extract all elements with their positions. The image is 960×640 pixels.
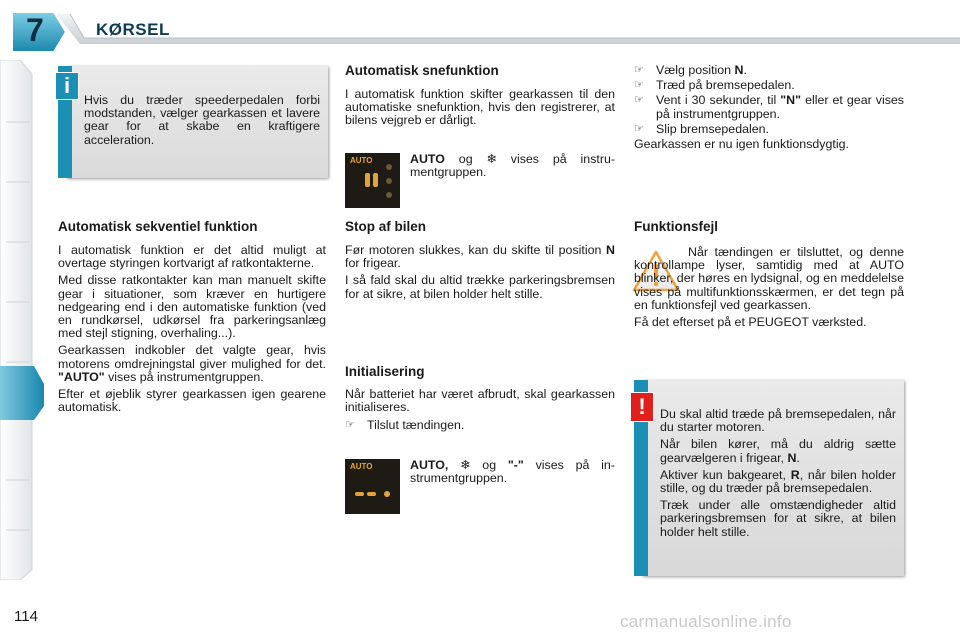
page-number: 114 — [14, 608, 38, 625]
fejl-p2: Få det efterset på et PEUGEOT værksted. — [634, 315, 867, 330]
chapter-tab-strip — [0, 60, 46, 580]
sne-display-rest: og ❄ vises på instrumentgruppen. — [410, 152, 615, 180]
heading-stop: Stop af bilen — [345, 219, 426, 234]
warning-body — [660, 408, 896, 539]
dash-indicator-icon — [345, 459, 400, 514]
pointer-icon: ☞ — [634, 122, 644, 135]
heading-initialisering: Initialisering — [345, 364, 425, 379]
warn-p3 — [660, 469, 896, 495]
col1-p1: I automatisk funktion er det altid muligt at overtage styringen kortvarigt af ratkontakterne. — [58, 243, 326, 271]
display-init-auto-label: AUTO — [350, 462, 373, 471]
stop-p1-pre: Før motoren slukkes, kan du skifte til position — [345, 243, 602, 257]
step-2-text: Træd på bremsepedalen. — [656, 78, 795, 93]
stop-p1-bold: N — [606, 243, 615, 257]
pointer-icon: ☞ — [634, 64, 644, 76]
init-bullet-text: Tilslut tændingen. — [367, 418, 465, 432]
warn-p3-post: , når bilen holder stille, og du træder på bremsepedalen. — [660, 467, 896, 496]
watermark: carmanualsonline.info — [620, 612, 792, 631]
page-title: KØRSEL — [96, 20, 170, 39]
heading-funktionsfejl: Funktionsfejl — [634, 219, 718, 234]
warn-p2-bold: N — [787, 450, 797, 465]
info-text: Hvis du træder speederpedalen forbi modstanden, vælger gearkassen et lavere gear for at skabe en kraftigere acceleration. — [84, 93, 320, 147]
step-1 — [634, 64, 904, 77]
col1-p3-bold: "AUTO" — [58, 369, 105, 384]
info-icon: i — [55, 72, 79, 100]
col3-steps — [634, 64, 904, 151]
warn-p2-pre: Når bilen kører, må du aldrig sætte gearvælgeren i frigear, — [660, 437, 896, 465]
heading-snefunktion: Automatisk snefunktion — [345, 63, 499, 78]
display-snow-thumbnail — [345, 153, 400, 208]
init-display-bold: AUTO, — [410, 458, 449, 472]
col1-p4: Efter et øjeblik styrer gearkassen igen gearene automatisk. — [58, 387, 326, 415]
step-3 — [634, 94, 904, 120]
stop-p1 — [345, 244, 615, 270]
exclamation-icon: ! — [630, 392, 654, 422]
step-2 — [634, 79, 904, 92]
init-display-text — [410, 459, 615, 485]
step-4-text: Slip bremsepedalen. — [656, 121, 769, 136]
pointer-icon: ☞ — [634, 94, 644, 107]
display-auto-label: AUTO — [350, 156, 373, 165]
pointer-icon: ☞ — [345, 419, 355, 431]
sne-display-bold: AUTO — [410, 152, 445, 166]
step-3-post: eller et gear vises på instrumentgruppen. — [656, 93, 904, 121]
fejl-p1: Når tændingen er tilsluttet, og denne kontrollampe lyser, samtidig med at AUTO blinker, der høres en lydsignal, og en meddelelse vises på multifunktionsskærmen, er det tegn på en funktionsfejl ved gearkassen. — [634, 245, 904, 312]
stop-p2: I så fald skal du altid trække parkeringsbremsen for at sikre, at bilen holder helt stille. — [345, 273, 615, 301]
col1-p3-post: vises på instrumentgruppen. — [108, 369, 264, 384]
warn-p3-bold: R — [790, 467, 800, 482]
sne-display-text — [410, 153, 615, 179]
step-4 — [634, 123, 904, 136]
step-1-bold: N — [734, 63, 744, 77]
col1-p3 — [58, 344, 326, 384]
gear-indicator-icon — [345, 153, 400, 208]
warn-p1: Du skal altid træde på bremsepedalen, når du starter motoren. — [660, 407, 896, 435]
warn-p3-pre: Aktiver kun bakgearet, — [660, 467, 786, 482]
col1-p3-pre: Gearkassen indkobler det valgte gear, hvis motorens omdrejningstal giver mulighed for det. — [58, 343, 326, 371]
steps-done: Gearkassen er nu igen funktionsdygtig. — [634, 137, 849, 152]
step-3-bold: "N" — [780, 93, 801, 108]
step-1-post: . — [743, 63, 747, 77]
step-3-pre: Vent i 30 sekunder, til — [656, 93, 777, 108]
sne-text: I automatisk funktion skifter gearkassen til den automatiske snefunktion, hvis den registrerer, at bilens vejgreb er dårligt. — [345, 87, 615, 128]
chapter-badge — [10, 8, 68, 56]
heading-sekventiel: Automatisk sekventiel funktion — [58, 219, 258, 234]
stop-body — [345, 244, 615, 301]
init-display-mid: ❄ og — [460, 458, 497, 472]
header-band — [56, 14, 960, 48]
col1-p2: Med disse ratkontakter kan man manuelt skifte gear i situationer, som kræver en hurtigere nedgearing end i den automatiske funktion (ved en rundkørsel, udkørsel fra parkeringsanlæg med stejl stigning, overhaling...). — [58, 273, 326, 341]
stop-p1-post: for frigear. — [345, 256, 401, 271]
warn-p2 — [660, 438, 896, 464]
init-bullet — [345, 419, 615, 432]
pointer-icon: ☞ — [634, 79, 644, 92]
step-1-pre: Vælg position — [656, 63, 732, 77]
warn-p4: Træk under alle omstændigheder altid parkeringsbremsen for at sikre, at bilen holder helt stille. — [660, 498, 896, 539]
col1-body — [58, 244, 326, 414]
init-display-post: vises på instrumentgruppen. — [410, 458, 615, 486]
fejl-body — [634, 246, 904, 329]
init-text: Når batteriet har været afbrudt, skal gearkassen initialiseres. — [345, 387, 615, 415]
init-display-bold2: "-" — [507, 458, 524, 472]
display-init-thumbnail — [345, 459, 400, 514]
warn-p2-post: . — [796, 450, 800, 465]
chapter-number: 7 — [26, 12, 44, 48]
